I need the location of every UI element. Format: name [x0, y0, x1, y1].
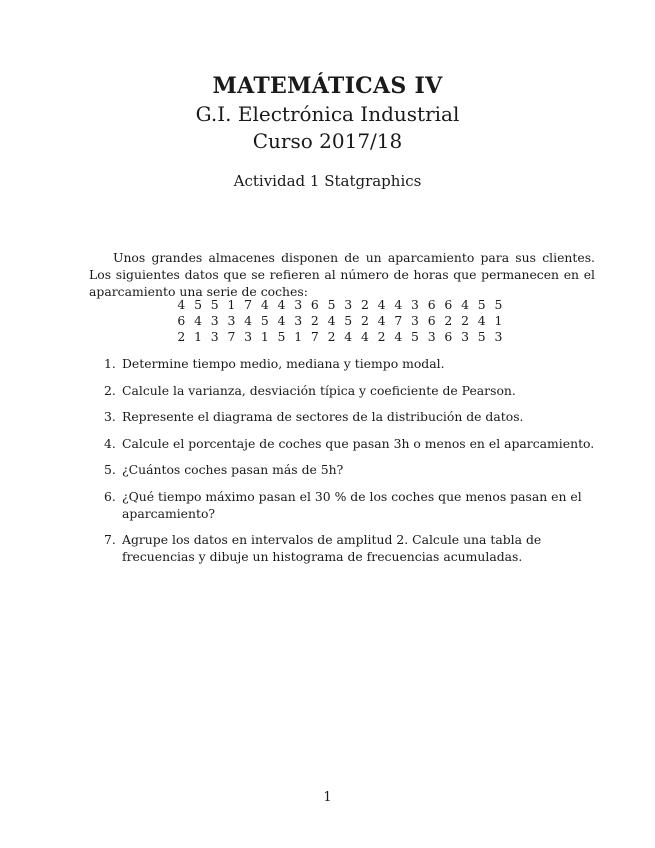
data-table	[173, 296, 507, 344]
data-cell: 6	[177, 312, 186, 328]
exercise-text: Calcule el porcentaje de coches que pasan 3h o menos en el aparcamiento.	[122, 435, 595, 451]
data-cell: 1	[260, 328, 269, 344]
data-cell: 3	[411, 296, 419, 312]
data-cell: 3	[294, 296, 303, 312]
data-cell: 5	[477, 296, 486, 312]
exercise-item	[89, 531, 597, 565]
data-cell: 3	[244, 328, 253, 344]
data-cell: 2	[360, 312, 369, 328]
data-cell: 3	[227, 312, 236, 328]
data-cell: 3	[344, 296, 353, 312]
data-cell: 4	[344, 328, 353, 344]
data-cell: 2	[360, 296, 369, 312]
data-cell: 5	[327, 296, 336, 312]
data-cell: 5	[194, 296, 202, 312]
data-cell: 4	[177, 296, 186, 312]
data-cell: 3	[461, 328, 469, 344]
exercise-text: Determine tiempo medio, mediana y tiempo modal.	[122, 356, 445, 371]
data-cell: 4	[260, 296, 269, 312]
exercise-number: 6.	[104, 488, 116, 504]
intro-paragraph: Unos grandes almacenes disponen de un aparcamiento para sus clientes. Los siguientes datos que se refieren al número de horas que permanecen en el aparcamiento una serie de coches:	[89, 250, 595, 300]
exercise-item	[89, 488, 597, 522]
data-cell: 6	[310, 296, 319, 312]
data-cell: 4	[461, 296, 469, 312]
data-cell: 7	[394, 312, 403, 328]
data-cell: 4	[194, 312, 202, 328]
data-cell: 4	[277, 312, 286, 328]
data-cell: 3	[494, 328, 503, 344]
exercise-text: ¿Cuántos coches pasan más de 5h?	[122, 462, 344, 477]
page-number: 1	[323, 790, 332, 805]
data-cell: 5	[494, 296, 503, 312]
data-cell: 3	[294, 312, 303, 328]
exercise-number: 4.	[104, 435, 116, 451]
data-cell: 2	[327, 328, 336, 344]
data-cell: 1	[494, 312, 503, 328]
data-cell: 2	[461, 312, 469, 328]
data-cell: 3	[210, 328, 219, 344]
course-subtitle: Curso 2017/18	[252, 129, 403, 153]
data-cell: 4	[327, 312, 336, 328]
data-cell: 4	[477, 312, 486, 328]
exercise-number: 7.	[104, 532, 116, 547]
data-cell: 4	[360, 328, 369, 344]
data-cell: 1	[227, 296, 236, 312]
data-cell: 5	[210, 296, 219, 312]
data-cell: 3	[210, 312, 219, 328]
data-cell: 5	[277, 328, 286, 344]
data-cell: 4	[244, 312, 253, 328]
data-cell: 7	[244, 296, 253, 312]
data-cell: 2	[310, 312, 319, 328]
exercise-item	[89, 408, 597, 425]
data-cell: 4	[394, 296, 403, 312]
data-cell: 5	[260, 312, 269, 328]
data-cell: 2	[177, 328, 186, 344]
data-cell: 6	[427, 296, 436, 312]
data-row	[173, 296, 507, 312]
data-cell: 5	[411, 328, 419, 344]
data-cell: 1	[294, 328, 303, 344]
exercise-text: Calcule la varianza, desviación típica y coeficiente de Pearson.	[122, 382, 516, 398]
exercise-item	[89, 435, 597, 452]
exercise-list	[89, 355, 597, 575]
exercise-text: Agrupe los datos en intervalos de amplitud 2. Calcule una tabla de frecuencias y dibuje un histograma de frecuencias acumuladas.	[122, 532, 542, 564]
data-row	[173, 328, 507, 344]
data-row	[173, 312, 507, 328]
data-cell: 5	[477, 328, 486, 344]
data-cell: 6	[444, 328, 453, 344]
data-cell: 4	[277, 296, 286, 312]
exercise-number: 1.	[104, 356, 116, 371]
data-cell: 6	[427, 312, 436, 328]
exercise-text: Represente el diagrama de sectores de la distribución de datos.	[122, 409, 524, 424]
data-cell: 2	[377, 328, 386, 344]
data-cell: 5	[344, 312, 353, 328]
data-cell: 3	[427, 328, 436, 344]
exercise-item	[89, 461, 597, 478]
document-title: MATEMÁTICAS IV	[212, 73, 443, 99]
exercise-item	[89, 382, 597, 399]
exercise-number: 5.	[104, 462, 116, 477]
exercise-item	[89, 355, 597, 372]
data-cell: 3	[411, 312, 419, 328]
data-cell: 7	[310, 328, 319, 344]
data-cell: 2	[444, 312, 453, 328]
exercise-text: ¿Qué tiempo máximo pasan el 30 % de los coches que menos pasan en el aparcamiento?	[122, 488, 582, 521]
data-cell: 4	[394, 328, 403, 344]
activity-heading: Actividad 1 Statgraphics	[233, 172, 422, 190]
data-cell: 4	[377, 312, 386, 328]
exercise-number: 3.	[104, 409, 116, 424]
exercise-number: 2.	[104, 382, 116, 398]
data-cell: 1	[194, 328, 202, 344]
data-cell: 4	[377, 296, 386, 312]
data-cell: 6	[444, 296, 453, 312]
degree-subtitle: G.I. Electrónica Industrial	[195, 102, 460, 126]
data-cell: 7	[227, 328, 236, 344]
